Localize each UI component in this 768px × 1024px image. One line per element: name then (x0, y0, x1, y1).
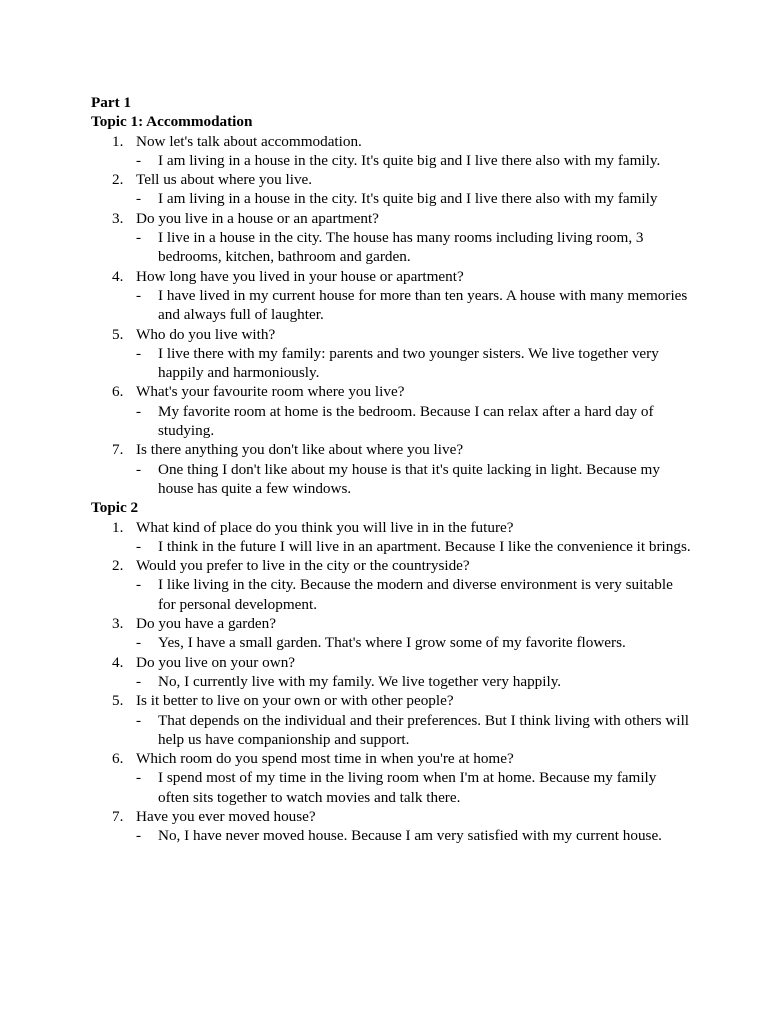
answer-item (91, 768, 691, 807)
question-item (91, 518, 691, 557)
answer-text: I am living in a house in the city. It's quite big and I live there also with my family. (158, 151, 661, 169)
question-number: 3. (112, 209, 124, 227)
question-item (91, 325, 691, 383)
answer-item (91, 402, 691, 441)
bullet-dash: - (136, 229, 142, 247)
question-item (91, 691, 691, 749)
question-item (91, 440, 691, 498)
answer-item (91, 672, 691, 691)
bullet-dash: - (136, 711, 142, 729)
question-text: Is it better to live on your own or with other people? (136, 692, 454, 710)
question-item (91, 614, 691, 653)
question-item (91, 382, 691, 440)
question-number: 1. (112, 518, 124, 536)
bullet-dash: - (136, 634, 142, 652)
question-text: Tell us about where you live. (136, 171, 313, 189)
question-item (91, 653, 691, 692)
bullet-dash: - (136, 151, 142, 169)
question-text: Do you have a garden? (136, 615, 277, 633)
question-text: Would you prefer to live in the city or the countryside? (136, 557, 470, 575)
answer-text: No, I have never moved house. Because I am very satisfied with my current house. (158, 827, 662, 845)
question-text: Which room do you spend most time in when you're at home? (136, 750, 514, 768)
answer-item (91, 575, 691, 614)
question-number: 2. (112, 171, 124, 189)
answer-item (91, 633, 691, 652)
bullet-dash: - (136, 537, 142, 555)
answer-item (91, 151, 691, 170)
question-text: What kind of place do you think you will live in in the future? (136, 518, 514, 536)
answer-text: I spend most of my time in the living room when I'm at home. Because my family often sits together to watch movies and talk there. (158, 769, 657, 806)
question-text: Who do you live with? (136, 325, 276, 343)
question-text: Do you live in a house or an apartment? (136, 209, 379, 227)
answer-item (91, 826, 691, 845)
bullet-dash: - (136, 672, 142, 690)
answer-text: I live in a house in the city. The house has many rooms including living room, 3 bedrooms, kitchen, bathroom and garden. (158, 229, 644, 266)
answer-text: No, I currently live with my family. We live together very happily. (158, 672, 562, 690)
question-number: 6. (112, 750, 124, 768)
question-item (91, 749, 691, 807)
question-number: 6. (112, 383, 124, 401)
document-page (91, 93, 691, 846)
question-item (91, 556, 691, 614)
question-number: 4. (112, 267, 124, 285)
bullet-dash: - (136, 769, 142, 787)
bullet-dash: - (136, 344, 142, 362)
answer-text: I have lived in my current house for more than ten years. A house with many memories and always full of laughter. (158, 286, 688, 324)
answer-text: I live there with my family: parents and two younger sisters. We live together very happily and harmoniously. (158, 344, 659, 382)
bullet-dash: - (136, 190, 142, 208)
question-number: 5. (112, 692, 124, 710)
answer-text: That depends on the individual and their preferences. But I think living with others will help us have companionship and support. (158, 711, 690, 748)
question-number: 3. (112, 615, 124, 633)
topic-title: Topic 2 (91, 499, 139, 517)
question-item (91, 170, 691, 209)
question-list (91, 132, 691, 499)
answer-item (91, 344, 691, 383)
answer-text: One thing I don't like about my house is that it's quite lacking in light. Because my house has quite a few windows. (158, 460, 660, 497)
question-number: 2. (112, 557, 124, 575)
question-item (91, 209, 691, 267)
question-item (91, 267, 691, 325)
question-item (91, 807, 691, 846)
answer-item (91, 537, 691, 556)
answer-text: I am living in a house in the city. It's quite big and I live there also with my family (158, 190, 658, 208)
question-number: 5. (112, 325, 124, 343)
bullet-dash: - (136, 460, 142, 478)
question-number: 7. (112, 441, 124, 459)
part-title: Part 1 (91, 94, 132, 111)
question-list (91, 518, 691, 846)
answer-item (91, 286, 691, 325)
answer-item (91, 189, 691, 208)
answer-text: I think in the future I will live in an apartment. Because I like the convenience it brings. (158, 537, 691, 555)
topic-title: Topic 1: Accommodation (91, 113, 253, 131)
question-text: Have you ever moved house? (136, 807, 316, 825)
question-number: 7. (112, 807, 124, 825)
question-text: How long have you lived in your house or apartment? (136, 267, 464, 285)
bullet-dash: - (136, 402, 142, 420)
bullet-dash: - (136, 286, 142, 304)
question-number: 1. (112, 132, 124, 150)
topics-container (91, 112, 691, 845)
bullet-dash: - (136, 827, 142, 845)
question-text: Now let's talk about accommodation. (136, 132, 362, 150)
question-item (91, 132, 691, 171)
question-text: Is there anything you don't like about where you live? (136, 441, 464, 459)
question-text: What's your favourite room where you live? (136, 383, 405, 401)
answer-item (91, 228, 691, 267)
answer-text: My favorite room at home is the bedroom. Because I can relax after a hard day of studying. (158, 402, 654, 440)
bullet-dash: - (136, 576, 142, 594)
question-text: Do you live on your own? (136, 653, 296, 671)
answer-item (91, 711, 691, 750)
answer-text: I like living in the city. Because the modern and diverse environment is very suitable for personal development. (158, 576, 673, 613)
question-number: 4. (112, 653, 124, 671)
answer-item (91, 460, 691, 499)
answer-text: Yes, I have a small garden. That's where I grow some of my favorite flowers. (158, 634, 626, 652)
